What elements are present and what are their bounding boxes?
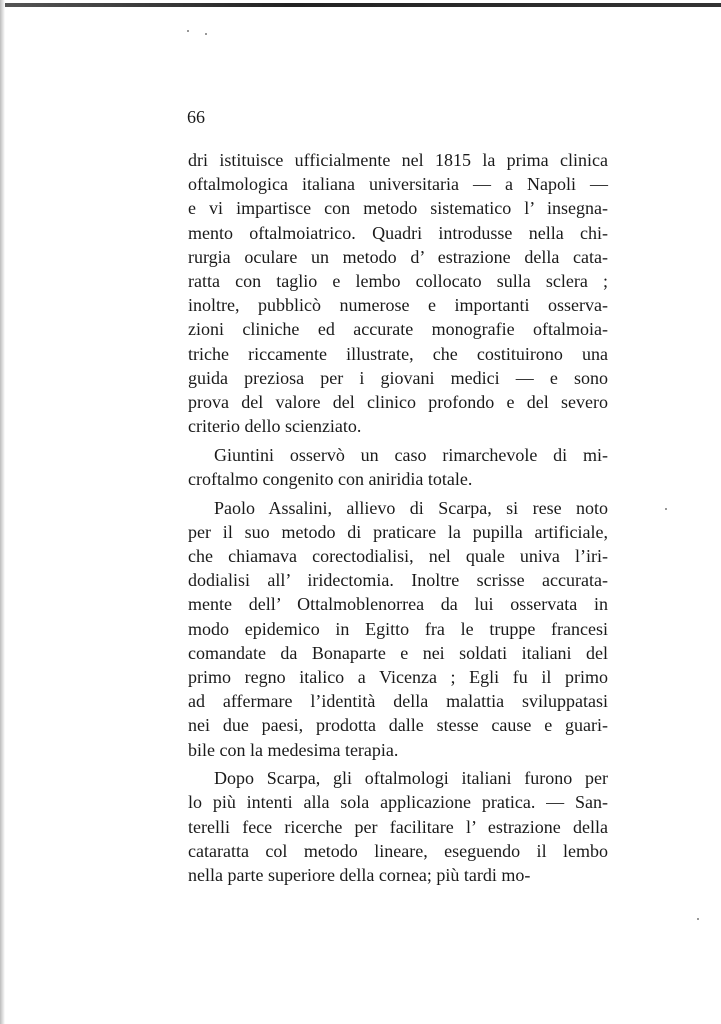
scan-speck	[187, 30, 189, 32]
text-line: che chiamava corectodialisi, nel quale univa l’iri-	[188, 546, 608, 566]
text-line: triche riccamente illustrate, che costituirono una	[188, 343, 608, 364]
text-line: Dopo Scarpa, gli oftalmologi italiani furono per	[214, 768, 608, 789]
paragraph	[188, 148, 608, 438]
text-line: nella parte superiore della cornea; più tardi mo-	[188, 864, 531, 885]
paragraph	[188, 766, 608, 887]
body-text	[188, 148, 608, 887]
text-line: ad affermare l’identità della malattia sviluppatasi	[188, 691, 608, 712]
text-line: terelli fece ricerche per facilitare l’ estrazione della	[188, 816, 608, 837]
text-line: lo più intenti alla sola applicazione pratica. — San-	[188, 792, 608, 813]
text-line: rurgia oculare un metodo d’ estrazione della cata-	[188, 246, 608, 267]
text-line: croftalmo congenito con aniridia totale.	[188, 468, 473, 489]
text-line: mento oftalmoiatrico. Quadri introdusse nella chi-	[188, 222, 608, 243]
text-line: per il suo metodo di praticare la pupilla artificiale,	[188, 521, 608, 542]
paragraph	[188, 443, 608, 491]
text-line: oftalmologica italiana universitaria — a Napoli —	[188, 174, 608, 195]
text-line: inoltre, pubblicò numerose e importanti osserva-	[188, 295, 608, 316]
scan-speck	[697, 918, 699, 920]
scan-speck	[205, 33, 207, 35]
text-line: primo regno italico a Vicenza ; Egli fu il primo	[188, 666, 608, 687]
scan-top-border	[0, 3, 721, 7]
text-line: Giuntini osservò un caso rimarchevole di mi-	[214, 444, 608, 465]
text-line: cataratta col metodo lineare, eseguendo il lembo	[188, 840, 608, 861]
scan-speck	[665, 508, 667, 510]
text-line: guida preziosa per i giovani medici — e sono	[188, 367, 608, 388]
text-line: bile con la medesima terapia.	[188, 739, 399, 760]
text-line: prova del valore del clinico profondo e del severo	[188, 391, 608, 412]
text-line: modo epidemico in Egitto fra le truppe francesi	[188, 618, 608, 639]
text-line: criterio dello scienziato.	[188, 416, 362, 437]
paragraph	[188, 496, 608, 762]
text-line: dodialisi all’ iridectomia. Inoltre scrisse accurata-	[188, 570, 608, 591]
text-line: Paolo Assalini, allievo di Scarpa, si rese noto	[214, 497, 608, 518]
text-line: zioni cliniche ed accurate monografie oftalmoia-	[188, 319, 608, 340]
text-line: mente dell’ Ottalmoblenorrea da lui osservata in	[188, 594, 608, 615]
text-line: ratta con taglio e lembo collocato sulla sclera ;	[188, 270, 608, 291]
text-line: nei due paesi, prodotta dalle stesse cause e guari-	[188, 715, 608, 736]
page-number: 66	[187, 107, 205, 127]
scan-left-edge	[0, 0, 5, 1024]
text-line: e vi impartisce con metodo sistematico l’ insegna-	[188, 198, 608, 219]
text-line: comandate da Bonaparte e nei soldati italiani del	[188, 642, 608, 663]
text-line: dri istituisce ufficialmente nel 1815 la prima clinica	[188, 150, 608, 170]
